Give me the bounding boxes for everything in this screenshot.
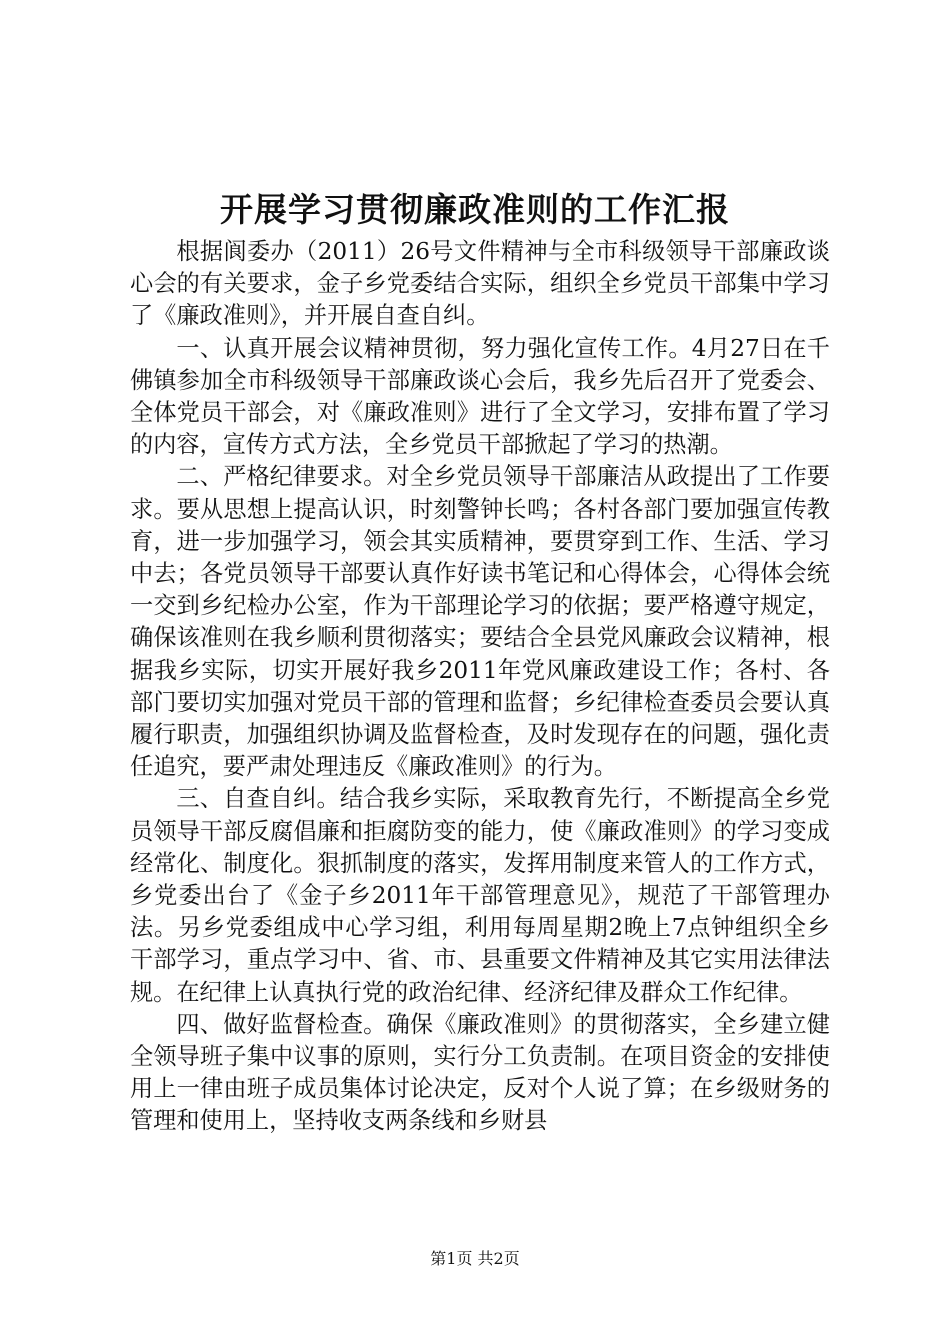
document-body [130, 236, 830, 1138]
paragraph-section-1: 一、认真开展会议精神贯彻，努力强化宣传工作。4月27日在千佛镇参加全市科级领导干部廉政谈心会后，我乡先后召开了党委会、全体党员干部会，对《廉政准则》进行了全文学习，安排布置了学习的内容，宣传方式方法，全乡党员干部掀起了学习的热潮。 [130, 334, 830, 459]
paragraph-section-2: 二、严格纪律要求。对全乡党员领导干部廉洁从政提出了工作要求。要从思想上提高认识，时刻警钟长鸣；各村各部门要加强宣传教育，进一步加强学习，领会其实质精神，要贯穿到工作、生活、学习中去；各党员领导干部要认真作好读书笔记和心得体会，心得体会统一交到乡纪检办公室，作为干部理论学习的依据；要严格遵守规定，确保该准则在我乡顺利贯彻落实；要结合全县党风廉政会议精神，根据我乡实际，切实开展好我乡2011年党风廉政建设工作；各村、各部门要切实加强对党员干部的管理和监督；乡纪律检查委员会要认真履行职责，加强组织协调及监督检查，及时发现存在的问题，强化责任追究，要严肃处理违反《廉政准则》的行为。 [130, 463, 830, 781]
paragraph-section-4: 四、做好监督检查。确保《廉政准则》的贯彻落实，全乡建立健全领导班子集中议事的原则，实行分工负责制。在项目资金的安排使用上一律由班子成员集体讨论决定，反对个人说了算；在乡级财务的管理和使用上，坚持收支两条线和乡财县 [130, 1010, 830, 1135]
paragraph-intro: 根据阆委办（2011）26号文件精神与全市科级领导干部廉政谈心会的有关要求，金子乡党委结合实际，组织全乡党员干部集中学习了《廉政准则》，并开展自查自纠。 [130, 238, 830, 330]
document-title: 开展学习贯彻廉政准则的工作汇报 [220, 190, 730, 229]
page-number-footer: 第1页 共2页 [430, 1249, 520, 1268]
paragraph-section-3: 三、自查自纠。结合我乡实际，采取教育先行，不断提高全乡党员领导干部反腐倡廉和拒腐防变的能力，使《廉政准则》的学习变成经常化、制度化。狠抓制度的落实，发挥用制度来管人的工作方式，乡党委出台了《金子乡2011年干部管理意见》，规范了干部管理办法。另乡党委组成中心学习组，利用每周星期2晚上7点钟组织全乡干部学习，重点学习中、省、市、县重要文件精神及其它实用法律法规。在纪律上认真执行党的政治纪律、经济纪律及群众工作纪律。 [130, 785, 830, 1006]
